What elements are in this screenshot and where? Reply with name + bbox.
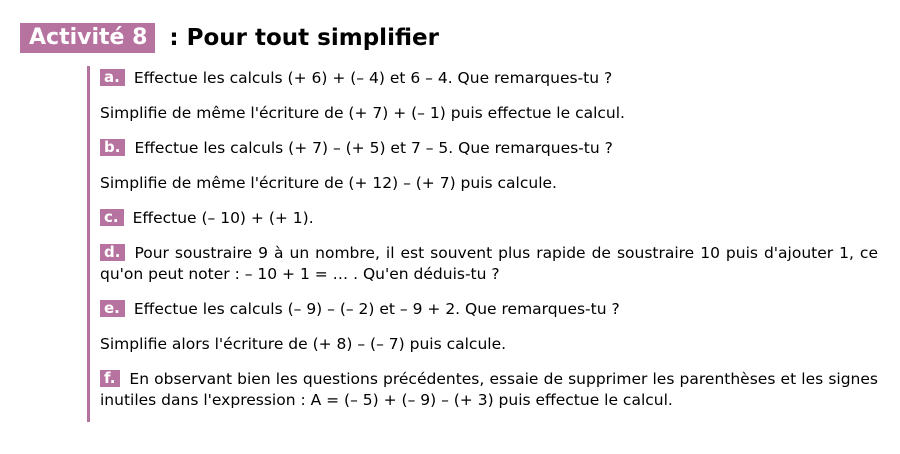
question-f: [100, 369, 878, 411]
question-text-f: En observant bien les questions précédentes, essaie de supprimer les parenthèses et les signes inutiles dans l'expression : A = (– 5) + (– 9) – (+ 3) puis effectue le calcul.: [100, 370, 878, 409]
question-c: [100, 208, 878, 229]
activity-title: : Pour tout simplifier: [169, 25, 439, 51]
question-label-b: b.: [100, 139, 125, 156]
activity-header: [20, 22, 439, 54]
question-label-d: d.: [100, 244, 125, 261]
question-d: [100, 243, 878, 285]
question-text-d: Pour soustraire 9 à un nombre, il est souvent plus rapide de soustraire 10 puis d'ajouter 1, ce qu'on peut noter : – 10 + 1 = … . Qu'en déduis-tu ?: [100, 244, 878, 283]
question-e: [100, 299, 878, 320]
question-text-b: Effectue les calculs (+ 7) – (+ 5) et 7 – 5. Que remarques-tu ?: [134, 139, 613, 157]
question-a: [100, 68, 878, 89]
question-e-followup: Simplifie alors l'écriture de (+ 8) – (– 7) puis calcule.: [100, 335, 507, 353]
activity-content: [100, 68, 878, 411]
question-b: [100, 138, 878, 159]
question-label-f: f.: [100, 370, 120, 387]
question-label-a: a.: [100, 69, 125, 86]
question-a-followup: Simplifie de même l'écriture de (+ 7) + (– 1) puis effectue le calcul.: [100, 104, 625, 122]
question-label-c: c.: [100, 209, 124, 226]
left-accent-bar: [87, 66, 90, 422]
question-b-followup: Simplifie de même l'écriture de (+ 12) – (+ 7) puis calcule.: [100, 174, 557, 192]
question-text-c: Effectue (– 10) + (+ 1).: [132, 209, 314, 227]
question-label-e: e.: [100, 300, 125, 317]
question-text-a: Effectue les calculs (+ 6) + (– 4) et 6 – 4. Que remarques-tu ?: [133, 69, 613, 87]
activity-badge: Activité 8: [20, 23, 155, 53]
question-text-e: Effectue les calculs (– 9) – (– 2) et – 9 + 2. Que remarques-tu ?: [133, 300, 620, 318]
